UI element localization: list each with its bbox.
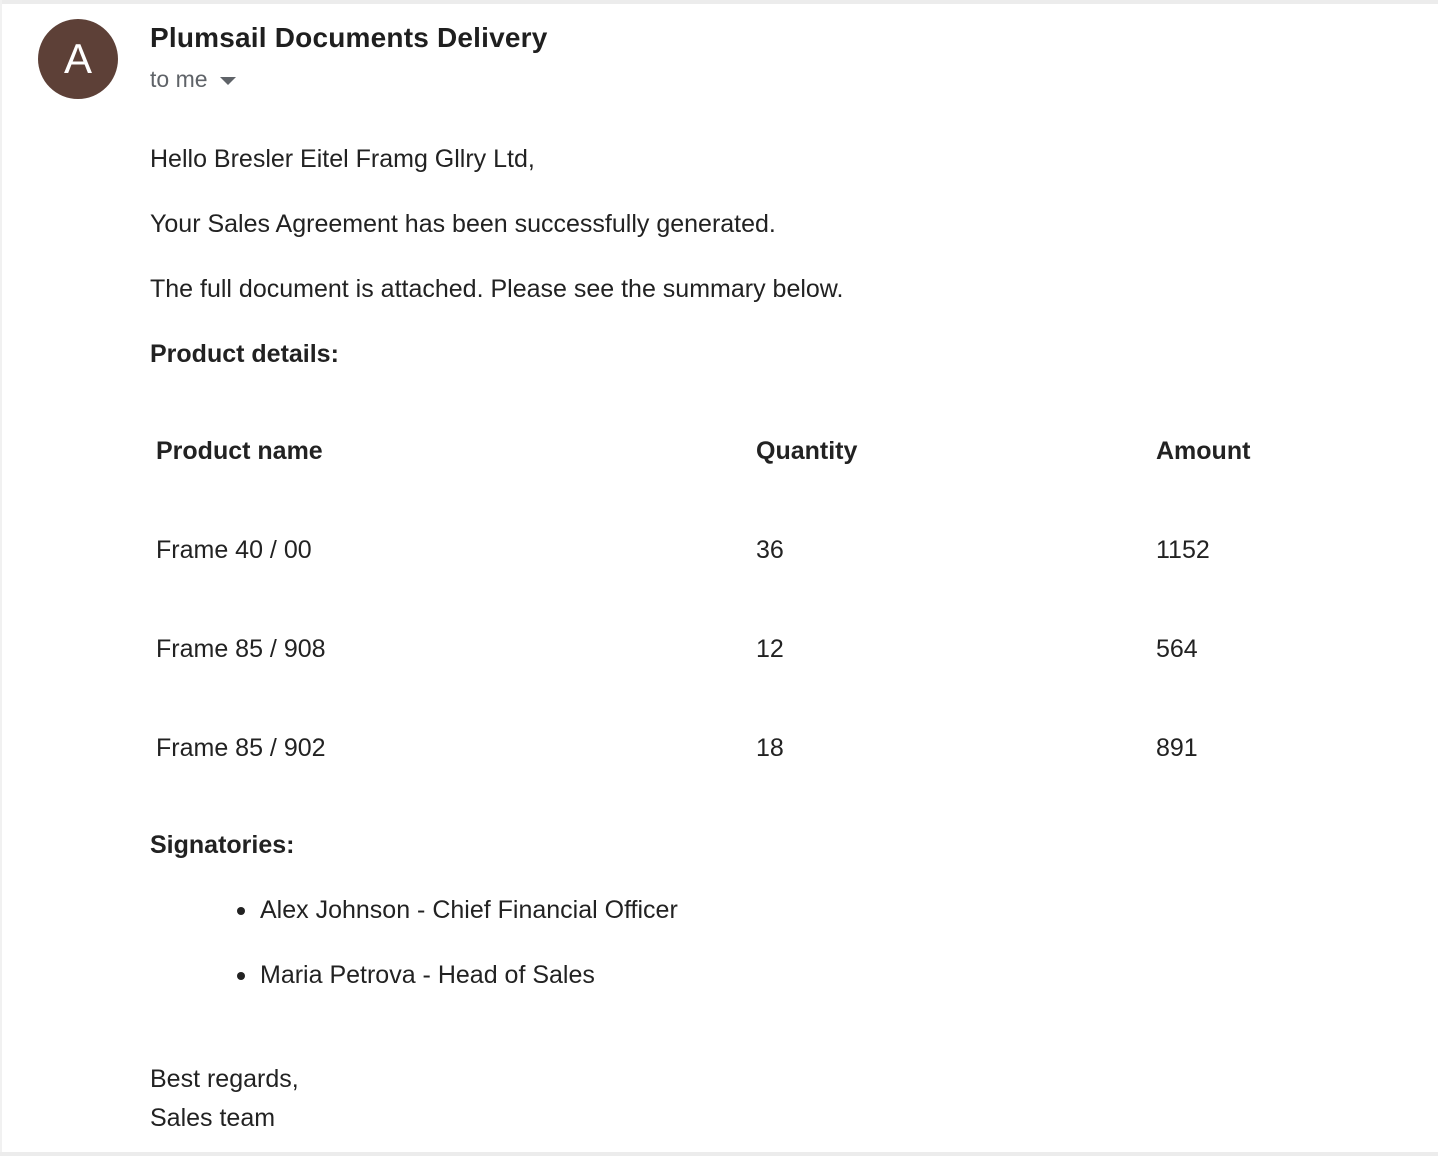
- sender-avatar[interactable]: [38, 19, 118, 99]
- product-name-cell: Frame 85 / 902: [156, 734, 326, 762]
- recipient-label: to me: [150, 66, 208, 92]
- avatar-initial: A: [63, 35, 92, 82]
- closing-text: Best regards,: [150, 1065, 299, 1093]
- recipient-details-toggle[interactable]: [150, 66, 236, 93]
- quantity-cell: 18: [756, 734, 784, 762]
- column-header-product-name: Product name: [156, 437, 323, 465]
- body-line-2: The full document is attached. Please see the summary below.: [150, 275, 844, 303]
- list-item: [237, 896, 678, 925]
- bullet-icon: [237, 972, 245, 980]
- chevron-down-icon[interactable]: [220, 77, 236, 85]
- product-name-cell: Frame 40 / 00: [156, 536, 312, 564]
- amount-cell: 891: [1156, 734, 1198, 762]
- column-header-amount: Amount: [1156, 437, 1251, 465]
- column-header-quantity: Quantity: [756, 437, 858, 465]
- body-line-1: Your Sales Agreement has been successfully generated.: [150, 210, 776, 238]
- quantity-cell: 36: [756, 536, 784, 564]
- signature-text: Sales team: [150, 1104, 276, 1132]
- signatories-heading: Signatories:: [150, 831, 295, 859]
- list-item: [237, 961, 595, 990]
- top-divider: [0, 0, 1438, 4]
- amount-cell: 564: [1156, 635, 1198, 663]
- products-heading: Product details:: [150, 340, 339, 368]
- signatory-text: Alex Johnson - Chief Financial Officer: [260, 896, 678, 924]
- signatory-text: Maria Petrova - Head of Sales: [260, 961, 595, 989]
- left-divider: [0, 0, 2, 1156]
- sender-name[interactable]: Plumsail Documents Delivery: [150, 22, 548, 53]
- bullet-icon: [237, 907, 245, 915]
- greeting-text: Hello Bresler Eitel Framg Gllry Ltd,: [150, 145, 535, 173]
- product-name-cell: Frame 85 / 908: [156, 635, 326, 663]
- bottom-divider: [0, 1152, 1438, 1156]
- quantity-cell: 12: [756, 635, 784, 663]
- amount-cell: 1152: [1156, 536, 1210, 564]
